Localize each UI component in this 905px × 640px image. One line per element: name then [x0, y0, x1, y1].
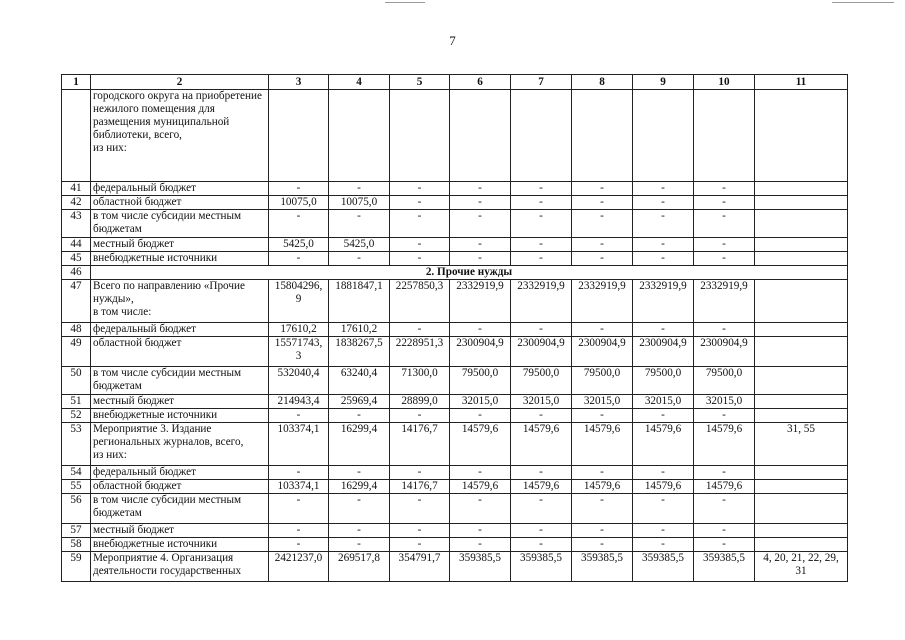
row-number-cell: 51 [62, 395, 91, 409]
row-label-cell: федеральный бюджет [91, 182, 269, 196]
value-cell: 32015,0 [511, 395, 572, 409]
value-cell: 17610,2 [269, 323, 329, 337]
value-cell: - [694, 494, 755, 524]
value-cell: 14579,6 [633, 480, 694, 494]
value-cell: - [511, 409, 572, 423]
value-cell: 14176,7 [390, 423, 450, 466]
section-title-cell: 2. Прочие нужды [91, 266, 848, 280]
value-cell: - [572, 466, 633, 480]
value-cell: - [511, 466, 572, 480]
table-row [62, 280, 848, 323]
value-cell: 214943,4 [269, 395, 329, 409]
value-cell: 14579,6 [694, 423, 755, 466]
value-cell: 2228951,3 [390, 337, 450, 367]
value-cell: - [450, 466, 511, 480]
value-cell: 1838267,5 [329, 337, 390, 367]
reference-cell [755, 337, 848, 367]
value-cell: - [633, 494, 694, 524]
value-cell: 2332919,9 [572, 280, 633, 323]
table-row [62, 423, 848, 466]
value-cell: - [329, 252, 390, 266]
row-number-cell: 47 [62, 280, 91, 323]
value-cell: - [450, 538, 511, 552]
value-cell: - [511, 238, 572, 252]
value-cell: - [390, 252, 450, 266]
value-cell: - [390, 538, 450, 552]
reference-cell [755, 238, 848, 252]
value-cell: - [694, 524, 755, 538]
value-cell: 16299,4 [329, 423, 390, 466]
value-cell: - [694, 323, 755, 337]
value-cell: 2300904,9 [450, 337, 511, 367]
column-header: 9 [633, 75, 694, 90]
value-cell: 14579,6 [572, 423, 633, 466]
value-cell: - [329, 409, 390, 423]
table-row [62, 524, 848, 538]
value-cell: - [633, 238, 694, 252]
value-cell: 63240,4 [329, 367, 390, 395]
value-cell: - [572, 252, 633, 266]
value-cell: - [450, 409, 511, 423]
value-cell: 269517,8 [329, 552, 390, 582]
column-header: 3 [269, 75, 329, 90]
column-header: 10 [694, 75, 755, 90]
value-cell: 32015,0 [633, 395, 694, 409]
row-number-cell: 58 [62, 538, 91, 552]
column-header: 2 [91, 75, 269, 90]
value-cell: - [450, 196, 511, 210]
row-number-cell: 42 [62, 196, 91, 210]
value-cell: 14579,6 [450, 423, 511, 466]
value-cell: - [633, 252, 694, 266]
value-cell: 15571743, 3 [269, 337, 329, 367]
table-row [62, 409, 848, 423]
value-cell: 14579,6 [450, 480, 511, 494]
value-cell: 32015,0 [694, 395, 755, 409]
reference-cell [755, 395, 848, 409]
value-cell: 79500,0 [694, 367, 755, 395]
value-cell: - [269, 210, 329, 238]
value-cell [390, 90, 450, 182]
value-cell: - [450, 494, 511, 524]
value-cell: - [390, 182, 450, 196]
row-number-cell: 57 [62, 524, 91, 538]
value-cell: - [694, 409, 755, 423]
value-cell: 2300904,9 [694, 337, 755, 367]
scan-artifact-line [385, 2, 425, 3]
reference-cell [755, 280, 848, 323]
table-row [62, 480, 848, 494]
row-number-cell: 46 [62, 266, 91, 280]
value-cell: - [269, 252, 329, 266]
value-cell: - [450, 210, 511, 238]
value-cell: - [390, 494, 450, 524]
row-label-cell: в том числе субсидии местным бюджетам [91, 210, 269, 238]
reference-cell [755, 252, 848, 266]
value-cell: - [633, 210, 694, 238]
value-cell: 2300904,9 [572, 337, 633, 367]
value-cell: 2257850,3 [390, 280, 450, 323]
value-cell: - [694, 252, 755, 266]
value-cell: - [390, 323, 450, 337]
value-cell: 2332919,9 [694, 280, 755, 323]
column-header: 1 [62, 75, 91, 90]
value-cell: - [329, 524, 390, 538]
value-cell: 359385,5 [511, 552, 572, 582]
column-header: 6 [450, 75, 511, 90]
column-header: 11 [755, 75, 848, 90]
value-cell: - [390, 409, 450, 423]
row-label-cell: федеральный бюджет [91, 466, 269, 480]
reference-cell [755, 90, 848, 182]
value-cell: 2300904,9 [633, 337, 694, 367]
value-cell: - [450, 182, 511, 196]
table-header-row [62, 75, 848, 90]
value-cell: - [694, 238, 755, 252]
value-cell: - [390, 524, 450, 538]
row-number-cell: 44 [62, 238, 91, 252]
value-cell: 79500,0 [633, 367, 694, 395]
value-cell: 5425,0 [269, 238, 329, 252]
table-row [62, 494, 848, 524]
value-cell: - [633, 182, 694, 196]
reference-cell [755, 524, 848, 538]
value-cell: - [390, 196, 450, 210]
value-cell: 79500,0 [450, 367, 511, 395]
table-row [62, 90, 848, 182]
value-cell: - [269, 182, 329, 196]
row-label-cell: внебюджетные источники [91, 409, 269, 423]
section-row [62, 266, 848, 280]
value-cell: - [572, 238, 633, 252]
value-cell: - [329, 210, 390, 238]
value-cell: 2332919,9 [450, 280, 511, 323]
value-cell [633, 90, 694, 182]
reference-cell [755, 409, 848, 423]
value-cell: - [572, 524, 633, 538]
row-number-cell: 59 [62, 552, 91, 582]
value-cell: - [572, 196, 633, 210]
value-cell: - [450, 252, 511, 266]
value-cell: 2332919,9 [633, 280, 694, 323]
row-number-cell: 55 [62, 480, 91, 494]
row-number-cell: 52 [62, 409, 91, 423]
row-number-cell: 56 [62, 494, 91, 524]
reference-cell [755, 323, 848, 337]
column-header: 5 [390, 75, 450, 90]
table-row [62, 337, 848, 367]
reference-cell: 4, 20, 21, 22, 29, 31 [755, 552, 848, 582]
value-cell: 5425,0 [329, 238, 390, 252]
value-cell: - [269, 409, 329, 423]
value-cell: 14579,6 [694, 480, 755, 494]
reference-cell [755, 480, 848, 494]
reference-cell [755, 466, 848, 480]
value-cell: - [694, 466, 755, 480]
value-cell: 103374,1 [269, 423, 329, 466]
value-cell: 14176,7 [390, 480, 450, 494]
value-cell [450, 90, 511, 182]
reference-cell: 31, 55 [755, 423, 848, 466]
value-cell: - [572, 182, 633, 196]
row-number-cell: 49 [62, 337, 91, 367]
value-cell: - [572, 323, 633, 337]
value-cell: 71300,0 [390, 367, 450, 395]
row-number-cell: 41 [62, 182, 91, 196]
row-number-cell: 48 [62, 323, 91, 337]
row-label-cell: Мероприятие 4. Организация деятельности государственных [91, 552, 269, 582]
row-number-cell: 50 [62, 367, 91, 395]
value-cell: - [633, 409, 694, 423]
row-label-cell: Всего по направлению «Прочие нужды», в том числе: [91, 280, 269, 323]
row-label-cell: областной бюджет [91, 196, 269, 210]
value-cell: 17610,2 [329, 323, 390, 337]
value-cell: - [633, 538, 694, 552]
scan-artifact-line [832, 2, 894, 3]
value-cell: 79500,0 [511, 367, 572, 395]
value-cell: 359385,5 [633, 552, 694, 582]
value-cell: - [572, 409, 633, 423]
value-cell: - [633, 323, 694, 337]
value-cell: - [450, 238, 511, 252]
table-row [62, 238, 848, 252]
value-cell: 25969,4 [329, 395, 390, 409]
value-cell [511, 90, 572, 182]
row-label-cell: областной бюджет [91, 480, 269, 494]
table-row [62, 196, 848, 210]
value-cell: - [694, 196, 755, 210]
budget-table [61, 74, 848, 582]
value-cell: - [572, 538, 633, 552]
row-label-cell: местный бюджет [91, 395, 269, 409]
value-cell: - [694, 182, 755, 196]
value-cell: 2300904,9 [511, 337, 572, 367]
value-cell [269, 90, 329, 182]
column-header: 4 [329, 75, 390, 90]
value-cell: 10075,0 [329, 196, 390, 210]
row-label-cell: местный бюджет [91, 238, 269, 252]
column-header: 7 [511, 75, 572, 90]
value-cell: 79500,0 [572, 367, 633, 395]
table-row [62, 552, 848, 582]
table-row [62, 538, 848, 552]
reference-cell [755, 210, 848, 238]
value-cell: 15804296, 9 [269, 280, 329, 323]
value-cell: 32015,0 [572, 395, 633, 409]
value-cell: - [694, 538, 755, 552]
value-cell [329, 90, 390, 182]
table-row [62, 367, 848, 395]
value-cell: - [511, 210, 572, 238]
value-cell: - [511, 252, 572, 266]
value-cell [572, 90, 633, 182]
value-cell: - [511, 538, 572, 552]
table-row [62, 210, 848, 238]
value-cell: - [633, 466, 694, 480]
row-label-cell: внебюджетные источники [91, 538, 269, 552]
value-cell: - [450, 524, 511, 538]
value-cell: - [633, 196, 694, 210]
value-cell: 14579,6 [572, 480, 633, 494]
column-header: 8 [572, 75, 633, 90]
value-cell: - [572, 494, 633, 524]
row-label-cell: местный бюджет [91, 524, 269, 538]
value-cell: 103374,1 [269, 480, 329, 494]
value-cell: 2332919,9 [511, 280, 572, 323]
budget-table-wrapper [61, 74, 848, 582]
value-cell: - [450, 323, 511, 337]
table-row [62, 323, 848, 337]
value-cell [694, 90, 755, 182]
value-cell: 10075,0 [269, 196, 329, 210]
row-number-cell: 43 [62, 210, 91, 238]
value-cell: - [329, 494, 390, 524]
value-cell: - [511, 494, 572, 524]
value-cell: - [329, 538, 390, 552]
reference-cell [755, 538, 848, 552]
row-number-cell: 54 [62, 466, 91, 480]
row-label-cell: внебюджетные источники [91, 252, 269, 266]
value-cell: - [329, 182, 390, 196]
value-cell: 28899,0 [390, 395, 450, 409]
value-cell: - [572, 210, 633, 238]
reference-cell [755, 494, 848, 524]
row-label-cell: областной бюджет [91, 337, 269, 367]
reference-cell [755, 196, 848, 210]
value-cell: - [511, 524, 572, 538]
value-cell: 359385,5 [450, 552, 511, 582]
value-cell: - [269, 466, 329, 480]
row-label-cell: Мероприятие 3. Издание региональных журналов, всего, из них: [91, 423, 269, 466]
table-row [62, 252, 848, 266]
reference-cell [755, 182, 848, 196]
value-cell: 532040,4 [269, 367, 329, 395]
value-cell: 14579,6 [511, 480, 572, 494]
value-cell: - [390, 210, 450, 238]
value-cell: - [269, 524, 329, 538]
row-number-cell [62, 90, 91, 182]
row-label-cell: в том числе субсидии местным бюджетам [91, 367, 269, 395]
value-cell: 354791,7 [390, 552, 450, 582]
value-cell: - [390, 466, 450, 480]
value-cell: - [269, 494, 329, 524]
value-cell: 359385,5 [572, 552, 633, 582]
value-cell: - [269, 538, 329, 552]
value-cell: 2421237,0 [269, 552, 329, 582]
value-cell: - [694, 210, 755, 238]
value-cell: - [511, 182, 572, 196]
row-label-cell: в том числе субсидии местным бюджетам [91, 494, 269, 524]
value-cell: 16299,4 [329, 480, 390, 494]
table-row [62, 182, 848, 196]
value-cell: 1881847,1 [329, 280, 390, 323]
table-body [62, 90, 848, 582]
value-cell: 32015,0 [450, 395, 511, 409]
value-cell: - [511, 323, 572, 337]
table-row [62, 395, 848, 409]
table-row [62, 466, 848, 480]
value-cell: - [633, 524, 694, 538]
value-cell: - [390, 238, 450, 252]
value-cell: - [511, 196, 572, 210]
row-number-cell: 45 [62, 252, 91, 266]
value-cell: 14579,6 [511, 423, 572, 466]
row-label-cell: федеральный бюджет [91, 323, 269, 337]
value-cell: 359385,5 [694, 552, 755, 582]
row-label-cell: городского округа на приобретение нежилого помещения для размещения муниципальной библиотеки, всего, из них: [91, 90, 269, 182]
value-cell: - [329, 466, 390, 480]
row-number-cell: 53 [62, 423, 91, 466]
page-number: 7 [449, 33, 456, 48]
reference-cell [755, 367, 848, 395]
value-cell: 14579,6 [633, 423, 694, 466]
